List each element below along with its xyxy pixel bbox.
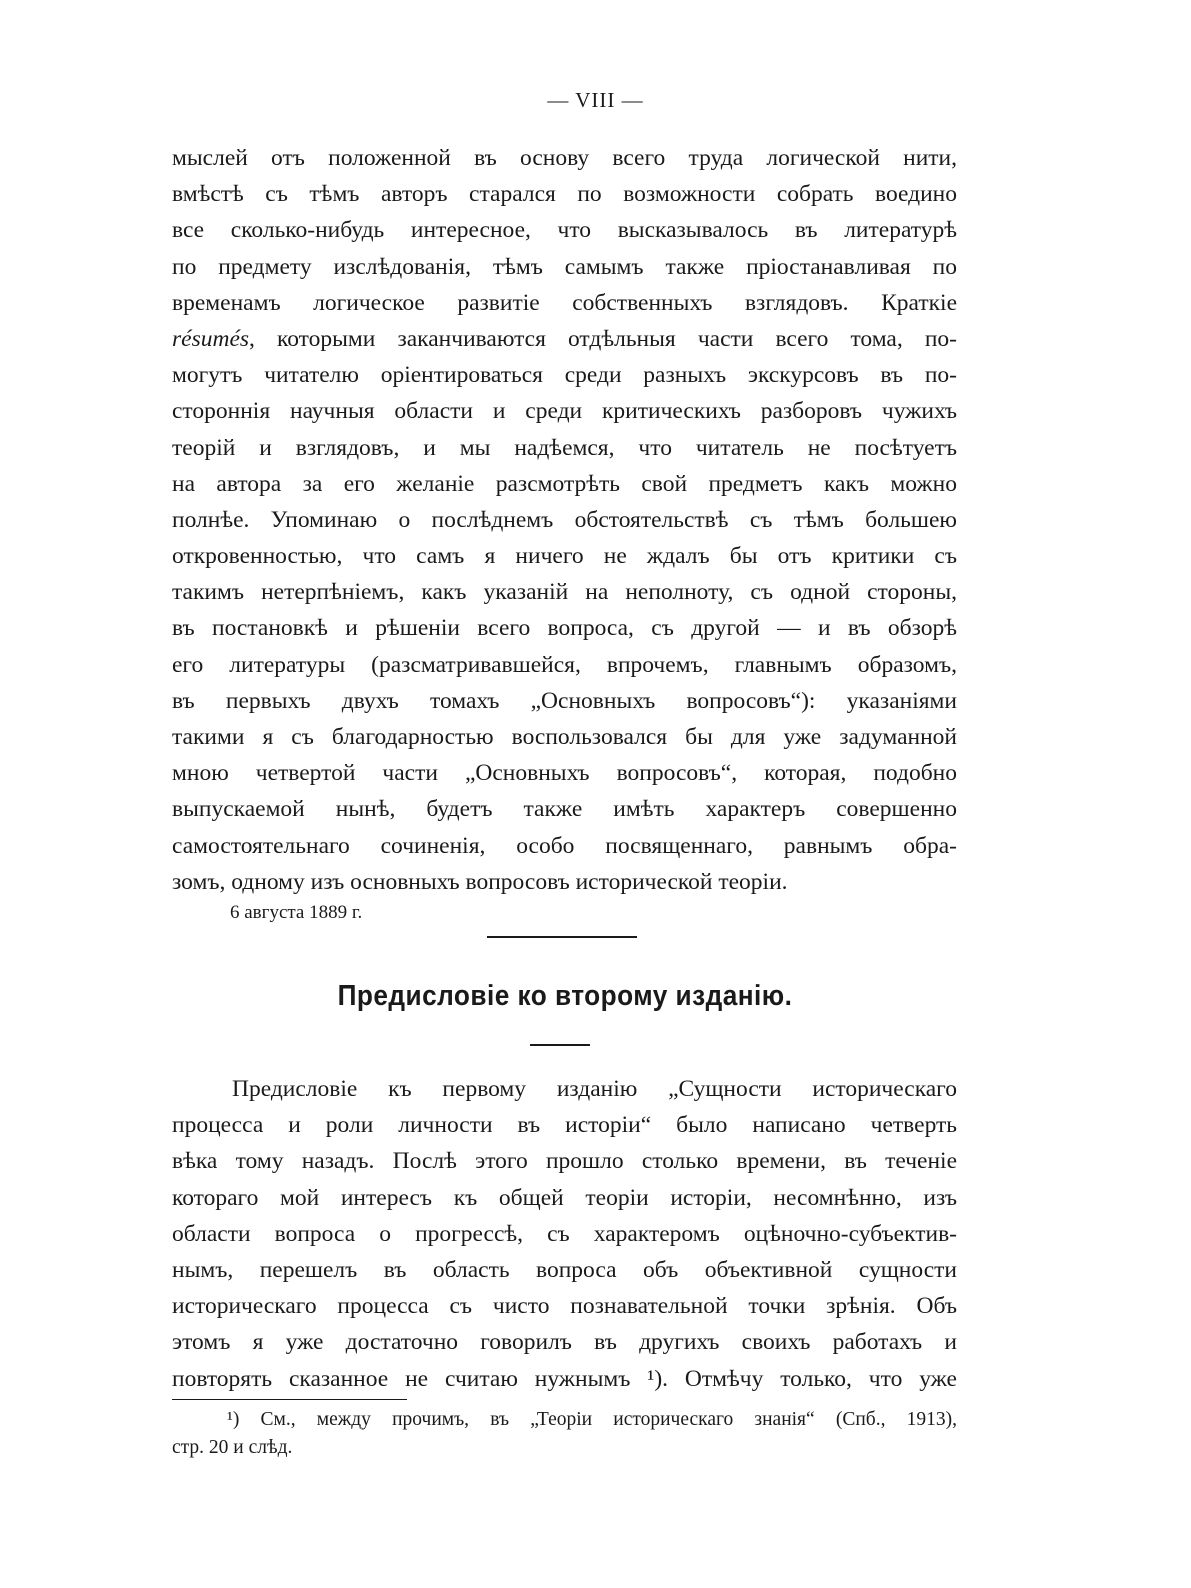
text-line: могутъ читателю оріентироваться среди разныхъ экскурсовъ въ по- <box>172 362 957 389</box>
text-line: такими я съ благодарностью воспользовался бы для уже задуманной <box>172 724 957 750</box>
section-title: Предисловіе ко второму изданію. <box>337 980 793 1012</box>
text-line: такимъ нетерпѣніемъ, какъ указаній на неполноту, съ одной стороны, <box>172 579 957 606</box>
footnote-line: ¹) См., между прочимъ, въ „Теоріи историческаго знанія“ (Спб., 1913), <box>227 1409 957 1430</box>
text-line: выпускаемой нынѣ, будетъ также имѣть характеръ совершенно <box>172 796 957 823</box>
text-line: откровенностью, что самъ я ничего не ждалъ бы отъ критики съ <box>172 543 957 570</box>
text-line: въ первыхъ двухъ томахъ „Основныхъ вопросовъ“): указаніями <box>172 687 957 714</box>
text-line: вмѣстѣ съ тѣмъ авторъ старался по возможности собрать воедино <box>172 181 957 208</box>
footnote-divider <box>172 1399 407 1400</box>
text-line: этомъ я уже достаточно говорилъ въ другихъ своихъ работахъ и <box>172 1329 957 1356</box>
text-line: все сколько-нибудь интересное, что высказывалось въ литературѣ <box>172 217 957 244</box>
signature-date: 6 августа 1889 г. <box>230 902 363 923</box>
text-line: самостоятельнаго сочиненія, особо посвященнаго, равнымъ обра- <box>172 832 957 859</box>
preface-second-edition <box>172 1071 957 1397</box>
text-line: повторять сказанное не считаю нужнымъ ¹). Отмѣчу только, что уже <box>172 1365 957 1392</box>
text-line: стороннія научныя области и среди критическихъ разборовъ чужихъ <box>172 398 957 425</box>
text-line: Предисловіе къ первому изданію „Сущности историческаго <box>232 1076 957 1102</box>
footnote-line: стр. 20 и слѣд. <box>172 1437 293 1458</box>
text-line: области вопроса о прогрессѣ, съ характеромъ оцѣночно-субъектив- <box>172 1220 957 1247</box>
text-line: нымъ, перешелъ въ область вопроса объ объективной сущности <box>172 1256 957 1283</box>
text-line: вѣка тому назадъ. Послѣ этого прошло столько времени, въ теченіе <box>172 1148 957 1175</box>
text-line: полнѣе. Упоминаю о послѣднемъ обстоятельствѣ съ тѣмъ большею <box>172 506 957 533</box>
text-line: временамъ логическое развитіе собственныхъ взглядовъ. Краткіе <box>172 289 957 316</box>
text-line: котораго мой интересъ къ общей теоріи исторіи, несомнѣнно, изъ <box>172 1184 957 1211</box>
title-underline <box>530 1044 590 1046</box>
text-line: на автора за его желаніе разсмотрѣть свой предметъ какъ можно <box>172 470 957 497</box>
text-line: процесса и роли личности въ исторіи“ было написано четверть <box>172 1112 957 1139</box>
text-line: résumés, которыми заканчиваются отдѣльныя части всего тома, по- <box>172 325 957 352</box>
footnotes <box>172 1406 957 1462</box>
text-line: историческаго процесса съ чисто познавательной точки зрѣнія. Объ <box>172 1293 957 1320</box>
text-line: его литературы (разсматривавшейся, впрочемъ, главнымъ образомъ, <box>172 651 957 678</box>
text-line: въ постановкѣ и рѣшеніи всего вопроса, съ другой — и въ обзорѣ <box>172 615 957 642</box>
text-line: зомъ, одному изъ основныхъ вопросовъ исторической теоріи. <box>172 868 788 895</box>
text-line: мыслей отъ положенной въ основу всего труда логической нити, <box>172 145 957 171</box>
text-line: теорій и взглядовъ, и мы надѣемся, что читатель не посѣтуетъ <box>172 434 957 461</box>
page-number: — VIII — <box>547 88 644 112</box>
text-line: мною четвертой части „Основныхъ вопросовъ“, которая, подобно <box>172 760 957 787</box>
text-line: по предмету изслѣдованія, тѣмъ самымъ также пріостанавливая по <box>172 253 957 280</box>
section-divider <box>487 936 637 938</box>
preface-first-edition-ending <box>172 140 957 900</box>
italic-term: résumés <box>172 325 250 352</box>
